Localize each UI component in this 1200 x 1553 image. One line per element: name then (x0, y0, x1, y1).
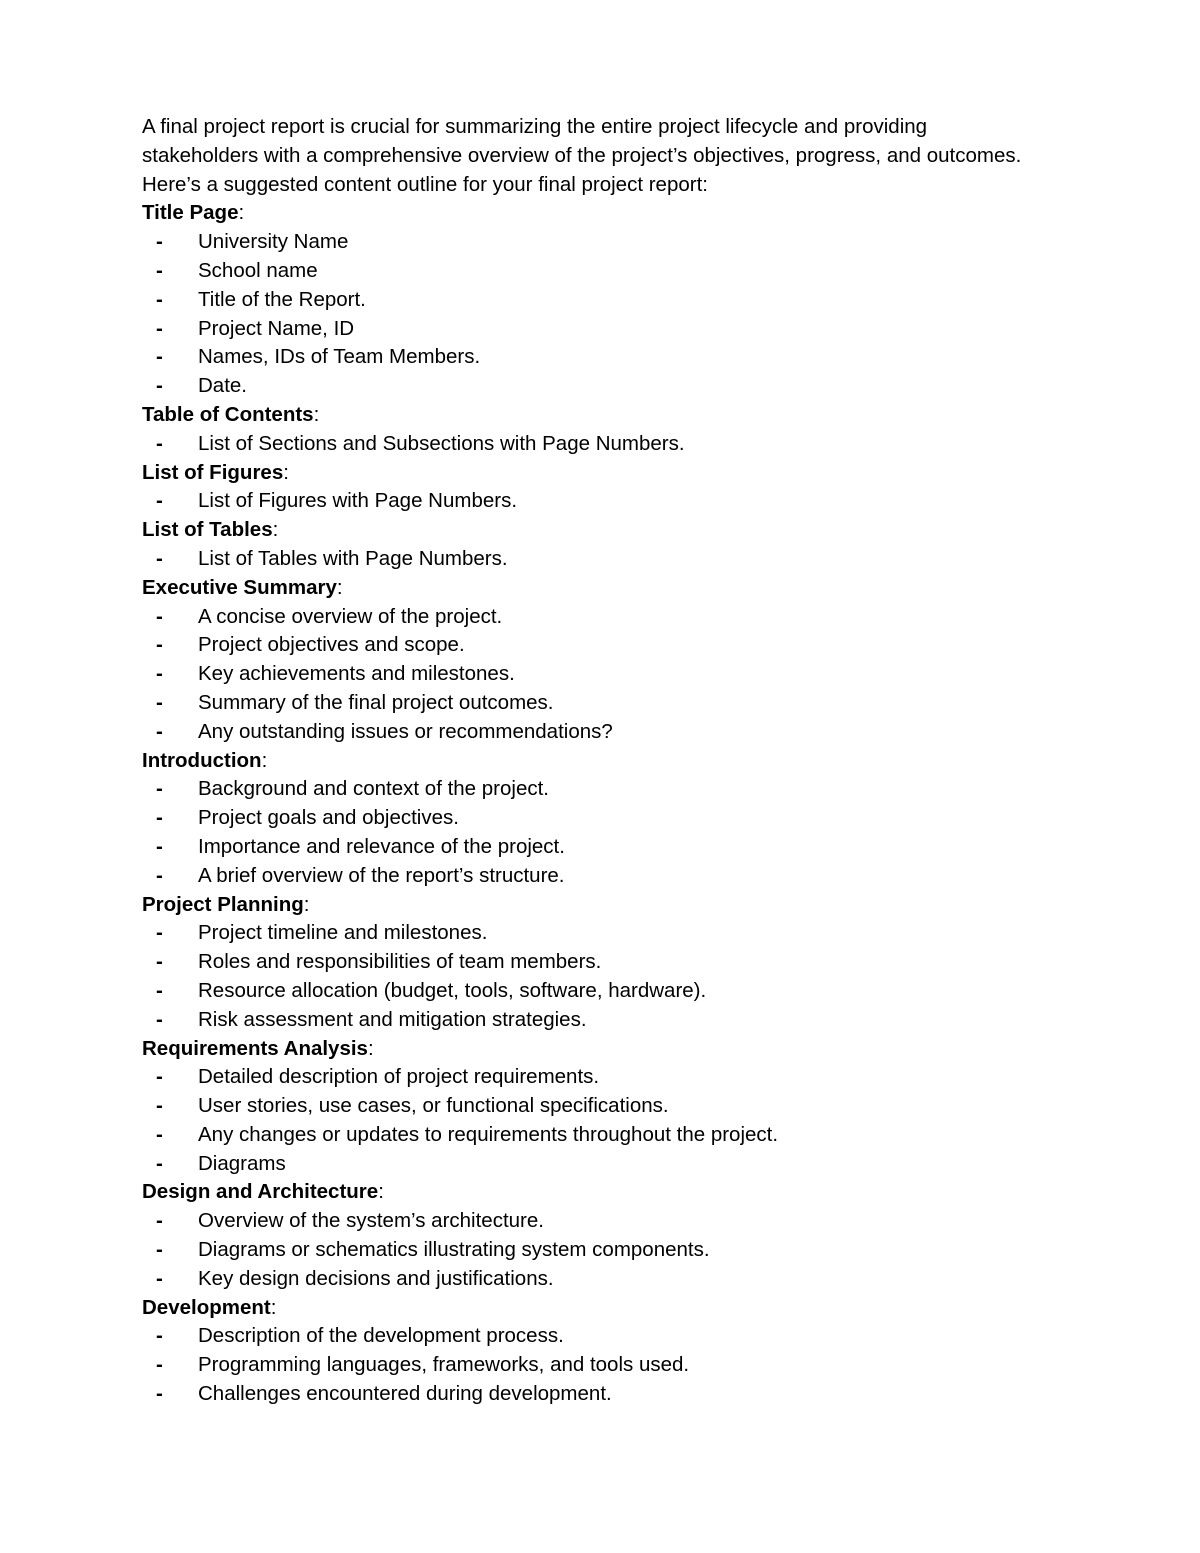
section-colon: : (261, 748, 268, 772)
list-item (142, 977, 1042, 1006)
section-table-of-contents (142, 401, 1042, 459)
dash-bullet-icon: - (156, 546, 163, 570)
section-item-list (142, 1207, 1042, 1293)
section-heading (142, 516, 1042, 545)
section-heading (142, 1294, 1042, 1323)
dash-bullet-icon: - (156, 719, 163, 743)
list-item-text: Background and context of the project. (198, 777, 550, 801)
list-item (142, 372, 1042, 401)
list-item (142, 1207, 1042, 1236)
list-item (142, 1063, 1042, 1092)
section-heading (142, 747, 1042, 776)
list-item (142, 1006, 1042, 1035)
section-colon: : (336, 575, 343, 599)
section-title: Requirements Analysis (142, 1036, 368, 1060)
list-item (142, 286, 1042, 315)
list-item-text: Detailed description of project requirements. (198, 1065, 600, 1089)
list-item (142, 603, 1042, 632)
dash-bullet-icon: - (156, 777, 163, 801)
list-item-text: Names, IDs of Team Members. (198, 345, 481, 369)
list-item-text: Overview of the system’s architecture. (198, 1209, 544, 1233)
list-item (142, 660, 1042, 689)
list-item (142, 862, 1042, 891)
list-item-text: Date. (198, 374, 247, 398)
section-item-list (142, 430, 1042, 459)
list-item-text: Resource allocation (budget, tools, software, hardware). (198, 978, 707, 1002)
list-item (142, 430, 1042, 459)
section-colon: : (367, 1036, 374, 1060)
section-item-list (142, 919, 1042, 1034)
dash-bullet-icon: - (156, 258, 163, 282)
section-project-planning (142, 891, 1042, 1035)
section-title: Project Planning (142, 892, 304, 916)
list-item-text: Summary of the final project outcomes. (198, 690, 554, 714)
section-colon: : (313, 402, 320, 426)
dash-bullet-icon: - (156, 921, 163, 945)
section-introduction (142, 747, 1042, 891)
dash-bullet-icon: - (156, 834, 163, 858)
document-page (142, 113, 1042, 1409)
list-item-text: Project goals and objectives. (198, 806, 459, 830)
list-item (142, 718, 1042, 747)
section-title: Table of Contents (142, 402, 314, 426)
list-item (142, 1322, 1042, 1351)
dash-bullet-icon: - (156, 662, 163, 686)
dash-bullet-icon: - (156, 1151, 163, 1175)
section-item-list (142, 1063, 1042, 1178)
section-heading (142, 1178, 1042, 1207)
section-list-of-tables (142, 516, 1042, 574)
dash-bullet-icon: - (156, 1266, 163, 1290)
dash-bullet-icon: - (156, 1382, 163, 1406)
list-item (142, 1351, 1042, 1380)
list-item-text: Project objectives and scope. (198, 633, 465, 657)
intro-paragraph: A final project report is crucial for summarizing the entire project lifecycle and providing stakeholders with a comprehensive overview of the project’s objectives, progress, and outcomes. Here’s a suggested content outline for your final project report: (142, 115, 1022, 196)
dash-bullet-icon: - (156, 287, 163, 311)
section-colon: : (238, 201, 245, 225)
section-colon: : (272, 518, 279, 542)
dash-bullet-icon: - (156, 489, 163, 513)
dash-bullet-icon: - (156, 1065, 163, 1089)
section-title: Title Page (142, 201, 239, 225)
outline-sections (142, 199, 1042, 1408)
section-title-page (142, 199, 1042, 401)
list-item-text: A concise overview of the project. (198, 604, 503, 628)
list-item (142, 1380, 1042, 1409)
list-item (142, 487, 1042, 516)
section-title: Design and Architecture (142, 1180, 379, 1204)
list-item (142, 1121, 1042, 1150)
section-colon: : (283, 460, 289, 484)
dash-bullet-icon: - (156, 633, 163, 657)
section-requirements-analysis (142, 1035, 1042, 1179)
dash-bullet-icon: - (156, 230, 163, 254)
dash-bullet-icon: - (156, 345, 163, 369)
dash-bullet-icon: - (156, 1238, 163, 1262)
list-item (142, 343, 1042, 372)
section-list-of-figures (142, 459, 1042, 517)
list-item-text: Key design decisions and justifications. (198, 1266, 554, 1290)
list-item (142, 315, 1042, 344)
list-item-text: Risk assessment and mitigation strategies. (198, 1007, 587, 1031)
dash-bullet-icon: - (156, 604, 163, 628)
dash-bullet-icon: - (156, 1122, 163, 1146)
section-title: List of Tables (142, 518, 273, 542)
list-item-text: Key achievements and milestones. (198, 662, 515, 686)
list-item (142, 689, 1042, 718)
dash-bullet-icon: - (156, 1094, 163, 1118)
list-item-text: School name (198, 258, 318, 282)
list-item-text: A brief overview of the report’s structure. (198, 863, 565, 887)
list-item (142, 631, 1042, 660)
dash-bullet-icon: - (156, 1324, 163, 1348)
dash-bullet-icon: - (156, 950, 163, 974)
section-item-list (142, 775, 1042, 890)
list-item-text: List of Tables with Page Numbers. (198, 546, 508, 570)
list-item-text: List of Sections and Subsections with Page Numbers. (198, 431, 685, 455)
list-item-text: Title of the Report. (198, 287, 366, 311)
list-item-text: Description of the development process. (198, 1324, 564, 1348)
list-item (142, 804, 1042, 833)
list-item-text: Any changes or updates to requirements throughout the project. (198, 1122, 779, 1146)
list-item-text: University Name (198, 230, 349, 254)
list-item-text: Any outstanding issues or recommendations? (198, 719, 613, 743)
section-heading (142, 199, 1042, 228)
list-item (142, 775, 1042, 804)
dash-bullet-icon: - (156, 978, 163, 1002)
dash-bullet-icon: - (156, 1007, 163, 1031)
section-heading (142, 459, 1042, 488)
dash-bullet-icon: - (156, 1209, 163, 1233)
list-item-text: Project timeline and milestones. (198, 921, 488, 945)
list-item-text: Diagrams or schematics illustrating system components. (198, 1238, 710, 1262)
section-item-list (142, 545, 1042, 574)
section-title: Introduction (142, 748, 262, 772)
dash-bullet-icon: - (156, 374, 163, 398)
section-item-list (142, 1322, 1042, 1408)
section-heading (142, 891, 1042, 920)
section-title: Development (142, 1295, 271, 1319)
section-heading (142, 401, 1042, 430)
dash-bullet-icon: - (156, 1353, 163, 1377)
dash-bullet-icon: - (156, 863, 163, 887)
section-heading (142, 574, 1042, 603)
section-colon: : (270, 1295, 277, 1319)
list-item-text: User stories, use cases, or functional specifications. (198, 1094, 669, 1118)
list-item-text: List of Figures with Page Numbers. (198, 489, 518, 513)
dash-bullet-icon: - (156, 316, 163, 340)
section-heading (142, 1035, 1042, 1064)
list-item-text: Diagrams (198, 1151, 286, 1175)
section-colon: : (303, 892, 310, 916)
list-item (142, 228, 1042, 257)
list-item-text: Roles and responsibilities of team members. (198, 950, 602, 974)
list-item (142, 1150, 1042, 1179)
list-item (142, 948, 1042, 977)
section-item-list (142, 603, 1042, 747)
list-item (142, 1092, 1042, 1121)
section-title: List of Figures (142, 460, 284, 484)
list-item (142, 1236, 1042, 1265)
list-item (142, 545, 1042, 574)
list-item-text: Programming languages, frameworks, and tools used. (198, 1353, 690, 1377)
list-item (142, 833, 1042, 862)
list-item-text: Challenges encountered during development. (198, 1382, 612, 1406)
list-item-text: Project Name, ID (198, 316, 355, 340)
dash-bullet-icon: - (156, 690, 163, 714)
section-design-and-architecture (142, 1178, 1042, 1293)
section-development (142, 1294, 1042, 1409)
section-item-list (142, 487, 1042, 516)
list-item (142, 919, 1042, 948)
list-item (142, 1265, 1042, 1294)
dash-bullet-icon: - (156, 431, 163, 455)
section-item-list (142, 228, 1042, 401)
list-item-text: Importance and relevance of the project. (198, 834, 565, 858)
section-executive-summary (142, 574, 1042, 747)
section-colon: : (378, 1180, 384, 1204)
section-title: Executive Summary (142, 575, 337, 599)
list-item (142, 257, 1042, 286)
dash-bullet-icon: - (156, 806, 163, 830)
